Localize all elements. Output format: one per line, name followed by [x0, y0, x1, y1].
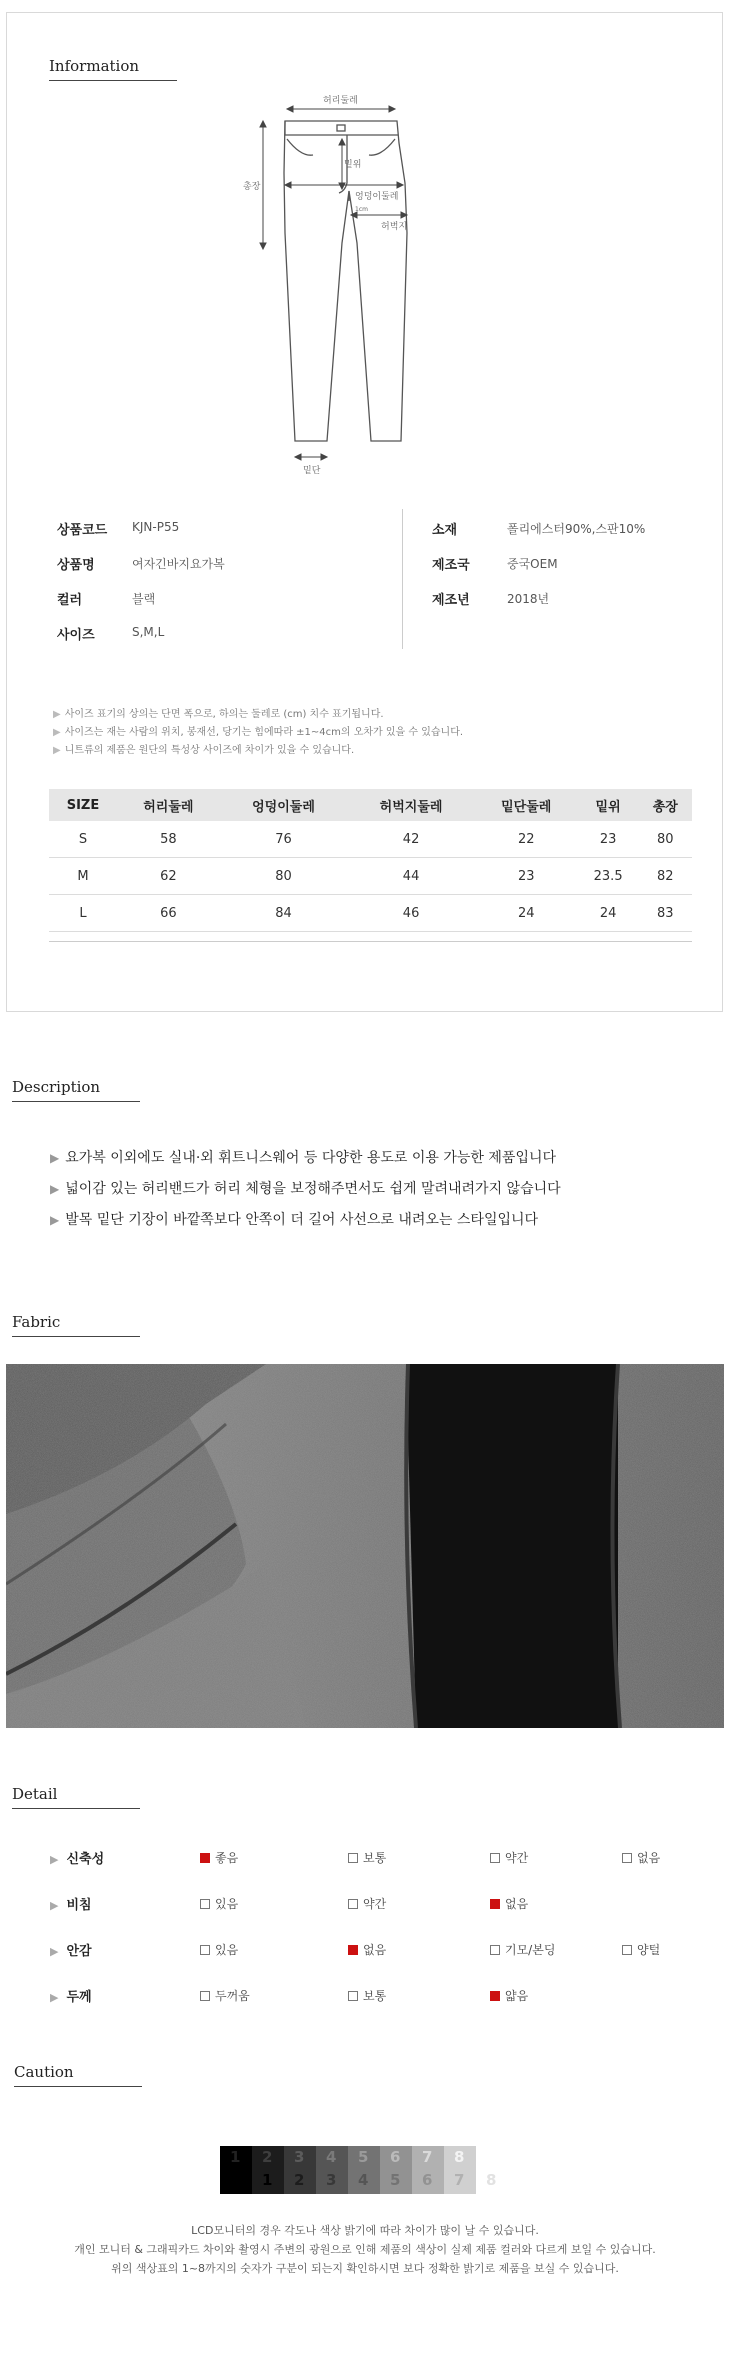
table-cell: 84	[220, 895, 348, 932]
information-panel	[6, 12, 723, 1012]
checkbox-unchecked[interactable]	[490, 1853, 500, 1863]
checkbox-checked[interactable]	[200, 1853, 210, 1863]
brightness-swatch: 8	[476, 2146, 508, 2194]
checkbox-unchecked[interactable]	[622, 1853, 632, 1863]
description-item: ▶ 발목 밑단 기장이 바깥쪽보다 안쪽이 더 길어 사선으로 내려오는 스타일입니다	[50, 1212, 539, 1228]
table-cell: 23	[578, 821, 639, 858]
checkbox-unchecked[interactable]	[490, 1945, 500, 1955]
checkbox-unchecked[interactable]	[200, 1991, 210, 2001]
caution-title-underline	[14, 2086, 142, 2087]
diagram-waist-label: 허리둘레	[323, 96, 358, 106]
table-cell: 22	[475, 821, 578, 858]
size-table-header: 총장	[639, 789, 692, 821]
spec-value-color: 블랙	[132, 592, 156, 606]
table-cell: 82	[639, 858, 692, 895]
fabric-title-underline	[12, 1336, 140, 1337]
caution-line: 위의 색상표의 1~8까지의 숫자가 구분이 되는지 확인하시면 보다 정확한 밝기로 제품을 보실 수 있습니다.	[111, 2262, 619, 2275]
fabric-closeup-photo	[6, 1364, 724, 1728]
diagram-hem-label: 밑단	[303, 466, 321, 476]
detail-option[interactable]: 양털	[622, 1941, 660, 1958]
size-table-header: 엉덩이둘레	[220, 789, 348, 821]
brightness-swatch: 1	[220, 2146, 252, 2194]
caution-line: 개인 모니터 & 그래픽카드 차이와 촬영시 주변의 광원으로 인해 제품의 색상이 실제 제품 컬러와 다르게 보일 수 있습니다.	[74, 2243, 656, 2256]
brightness-swatch: 4 3	[316, 2146, 348, 2194]
table-cell: 76	[220, 821, 348, 858]
detail-row-label: ▶ 안감	[50, 1944, 92, 1959]
size-note: ▶ 사이즈는 재는 사람의 위치, 봉재선, 당기는 힘에따라 ±1~4cm의 오차가 있을 수 있습니다.	[53, 727, 464, 738]
detail-option[interactable]: 없음	[490, 1895, 528, 1912]
table-row	[49, 821, 692, 858]
checkbox-unchecked[interactable]	[348, 1899, 358, 1909]
fabric-title: Fabric	[12, 1313, 61, 1331]
table-bottom-divider	[49, 941, 692, 942]
table-cell: L	[49, 895, 117, 932]
size-table-header: 허벅지둘레	[347, 789, 475, 821]
spec-value-year: 2018년	[507, 592, 550, 606]
brightness-swatch: 8 7	[444, 2146, 476, 2194]
detail-title: Detail	[12, 1785, 58, 1803]
table-cell: 24	[578, 895, 639, 932]
size-note: ▶ 사이즈 표기의 상의는 단면 폭으로, 하의는 둘레로 (cm) 치수 표기됩니다.	[53, 709, 384, 720]
size-table-header: 밑단둘레	[475, 789, 578, 821]
spec-value-size: S,M,L	[132, 625, 165, 639]
spec-label-country: 제조국	[432, 558, 470, 573]
detail-option[interactable]: 있음	[200, 1941, 238, 1958]
detail-option[interactable]: 기모/본딩	[490, 1941, 555, 1958]
detail-option[interactable]: 약간	[490, 1849, 528, 1866]
table-cell: M	[49, 858, 117, 895]
spec-value-code: KJN-P55	[132, 520, 180, 534]
information-title-underline	[49, 80, 177, 81]
detail-option[interactable]: 두꺼움	[200, 1987, 250, 2004]
brightness-swatch: 3 2	[284, 2146, 316, 2194]
table-cell: 66	[117, 895, 220, 932]
table-cell: 62	[117, 858, 220, 895]
spec-value-material: 폴리에스터90%,스판10%	[507, 522, 646, 536]
detail-option[interactable]: 보통	[348, 1987, 386, 2004]
detail-option[interactable]: 있음	[200, 1895, 238, 1912]
description-item: ▶ 넓이감 있는 허리밴드가 허리 체형을 보정해주면서도 쉽게 말려내려가지 않습니다	[50, 1181, 561, 1197]
brightness-swatch: 2 1	[252, 2146, 284, 2194]
diagram-rise-label: 밑위	[344, 160, 362, 170]
table-cell: 42	[347, 821, 475, 858]
checkbox-unchecked[interactable]	[348, 1853, 358, 1863]
diagram-thigh-small-label: 1cm	[355, 206, 368, 213]
brightness-swatch: 6 5	[380, 2146, 412, 2194]
checkbox-checked[interactable]	[348, 1945, 358, 1955]
spec-label-color: 컬러	[57, 593, 83, 608]
caution-title: Caution	[14, 2063, 74, 2081]
spec-value-country: 중국OEM	[507, 557, 558, 571]
table-cell: 58	[117, 821, 220, 858]
table-cell: 83	[639, 895, 692, 932]
table-cell: 24	[475, 895, 578, 932]
detail-option[interactable]: 얇음	[490, 1987, 528, 2004]
size-table-header-row	[49, 789, 692, 821]
size-table-header: 허리둘레	[117, 789, 220, 821]
table-cell: 46	[347, 895, 475, 932]
spec-label-size: 사이즈	[57, 628, 95, 643]
size-table-header: SIZE	[49, 789, 117, 821]
detail-row-label: ▶ 신축성	[50, 1852, 105, 1867]
detail-title-underline	[12, 1808, 140, 1809]
size-note: ▶ 니트류의 제품은 원단의 특성상 사이즈에 차이가 있을 수 있습니다.	[53, 745, 355, 756]
spec-label-code: 상품코드	[57, 523, 108, 538]
table-row	[49, 858, 692, 895]
description-item: ▶ 요가복 이외에도 실내·외 휘트니스웨어 등 다양한 용도로 이용 가능한 제품입니다	[50, 1150, 557, 1166]
diagram-hip-label: 엉덩이둘레	[355, 192, 399, 202]
table-cell: 80	[639, 821, 692, 858]
detail-option[interactable]: 보통	[348, 1849, 386, 1866]
table-cell: 80	[220, 858, 348, 895]
spec-label-material: 소재	[432, 523, 458, 538]
size-table	[49, 789, 692, 932]
checkbox-unchecked[interactable]	[622, 1945, 632, 1955]
checkbox-unchecked[interactable]	[200, 1945, 210, 1955]
checkbox-checked[interactable]	[490, 1991, 500, 2001]
diagram-length-label: 총장	[243, 182, 261, 192]
information-title: Information	[49, 57, 140, 75]
description-title: Description	[12, 1078, 101, 1096]
description-title-underline	[12, 1101, 140, 1102]
table-cell: S	[49, 821, 117, 858]
detail-row-label: ▶ 비침	[50, 1898, 92, 1913]
spec-value-name: 여자긴바지요가복	[132, 557, 225, 571]
checkbox-unchecked[interactable]	[200, 1899, 210, 1909]
detail-option[interactable]: 없음	[622, 1849, 660, 1866]
brightness-swatch: 7 6	[412, 2146, 444, 2194]
diagram-thigh-label: 허벅지	[381, 222, 408, 232]
table-cell: 23.5	[578, 858, 639, 895]
brightness-swatch: 5 4	[348, 2146, 380, 2194]
size-table-header: 밑위	[578, 789, 639, 821]
checkbox-checked[interactable]	[490, 1899, 500, 1909]
spec-divider	[402, 509, 403, 649]
caution-line: LCD모니터의 경우 각도나 색상 밝기에 따라 차이가 많이 날 수 있습니다.	[191, 2224, 539, 2237]
detail-option[interactable]: 약간	[348, 1895, 386, 1912]
detail-row-label: ▶ 두께	[50, 1990, 92, 2005]
table-cell: 44	[347, 858, 475, 895]
detail-option[interactable]: 없음	[348, 1941, 386, 1958]
detail-option[interactable]: 좋음	[200, 1849, 238, 1866]
spec-label-name: 상품명	[57, 558, 95, 573]
checkbox-unchecked[interactable]	[348, 1991, 358, 2001]
table-row	[49, 895, 692, 932]
table-cell: 23	[475, 858, 578, 895]
pants-size-diagram	[227, 73, 487, 483]
spec-label-year: 제조년	[432, 593, 470, 608]
